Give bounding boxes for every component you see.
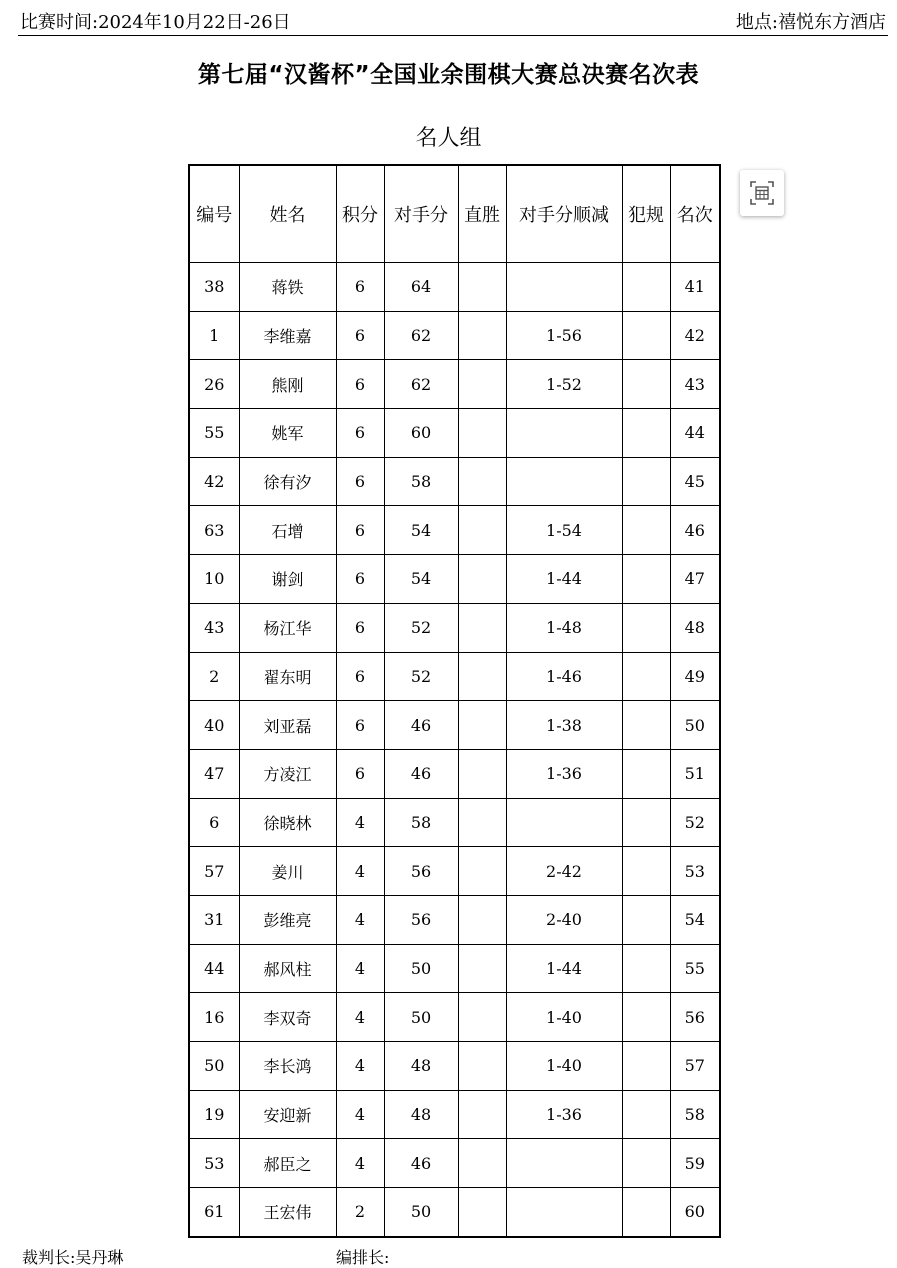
- cell-direct-win: [458, 701, 506, 750]
- cell-direct-win: [458, 603, 506, 652]
- cell-opponent-reduce: 1-38: [506, 701, 622, 750]
- cell-direct-win: [458, 1042, 506, 1091]
- cell-rank: 41: [670, 263, 720, 312]
- cell-score: 6: [336, 263, 384, 312]
- cell-foul: [622, 555, 670, 604]
- cell-score: 6: [336, 457, 384, 506]
- cell-score: 6: [336, 311, 384, 360]
- table-row: [189, 944, 720, 993]
- cell-opponent-reduce: [506, 1139, 622, 1188]
- cell-foul: [622, 263, 670, 312]
- cell-foul: [622, 701, 670, 750]
- cell-opponent-score: 56: [384, 895, 458, 944]
- cell-foul: [622, 603, 670, 652]
- cell-opponent-reduce: [506, 798, 622, 847]
- cell-opponent-reduce: 1-36: [506, 749, 622, 798]
- cell-name: 熊刚: [239, 360, 336, 409]
- table-row: [189, 1139, 720, 1188]
- cell-opponent-reduce: [506, 1188, 622, 1237]
- cell-name: 徐晓林: [239, 798, 336, 847]
- cell-opponent-score: 52: [384, 603, 458, 652]
- cell-score: 2: [336, 1188, 384, 1237]
- cell-name: 方凌江: [239, 749, 336, 798]
- cell-opponent-reduce: 2-42: [506, 847, 622, 896]
- cell-score: 6: [336, 603, 384, 652]
- cell-opponent-score: 46: [384, 749, 458, 798]
- cell-id: 1: [189, 311, 239, 360]
- scheduler: 编排长:: [336, 1248, 390, 1267]
- cell-opponent-score: 52: [384, 652, 458, 701]
- cell-opponent-score: 64: [384, 263, 458, 312]
- cell-rank: 50: [670, 701, 720, 750]
- cell-opponent-reduce: [506, 409, 622, 458]
- table-row: [189, 847, 720, 896]
- cell-opponent-score: 56: [384, 847, 458, 896]
- cell-opponent-reduce: [506, 263, 622, 312]
- cell-opponent-reduce: [506, 457, 622, 506]
- cell-opponent-reduce: 1-44: [506, 555, 622, 604]
- cell-id: 47: [189, 749, 239, 798]
- cell-rank: 52: [670, 798, 720, 847]
- cell-score: 4: [336, 993, 384, 1042]
- cell-id: 2: [189, 652, 239, 701]
- cell-foul: [622, 944, 670, 993]
- cell-id: 44: [189, 944, 239, 993]
- cell-opponent-reduce: 1-40: [506, 1042, 622, 1091]
- cell-opponent-score: 54: [384, 506, 458, 555]
- cell-foul: [622, 1090, 670, 1139]
- cell-direct-win: [458, 311, 506, 360]
- cell-name: 郝臣之: [239, 1139, 336, 1188]
- table-row: [189, 749, 720, 798]
- cell-opponent-score: 62: [384, 360, 458, 409]
- cell-opponent-score: 58: [384, 798, 458, 847]
- ranking-table: [188, 164, 721, 1238]
- cell-name: 姚军: [239, 409, 336, 458]
- table-row: [189, 1188, 720, 1237]
- cell-rank: 51: [670, 749, 720, 798]
- column-header-opponent-reduce: 对手分顺减: [506, 165, 622, 263]
- cell-opponent-score: 46: [384, 1139, 458, 1188]
- cell-id: 26: [189, 360, 239, 409]
- cell-rank: 46: [670, 506, 720, 555]
- cell-name: 杨江华: [239, 603, 336, 652]
- cell-foul: [622, 457, 670, 506]
- table-row: [189, 506, 720, 555]
- cell-id: 55: [189, 409, 239, 458]
- cell-score: 4: [336, 895, 384, 944]
- cell-direct-win: [458, 263, 506, 312]
- cell-opponent-score: 50: [384, 944, 458, 993]
- cell-rank: 54: [670, 895, 720, 944]
- cell-score: 6: [336, 506, 384, 555]
- cell-foul: [622, 409, 670, 458]
- cell-foul: [622, 506, 670, 555]
- cell-direct-win: [458, 457, 506, 506]
- column-header-foul: 犯规: [622, 165, 670, 263]
- cell-name: 李长鸿: [239, 1042, 336, 1091]
- table-row: [189, 603, 720, 652]
- cell-id: 16: [189, 993, 239, 1042]
- cell-name: 蒋铁: [239, 263, 336, 312]
- table-row: [189, 1042, 720, 1091]
- table-row: [189, 409, 720, 458]
- cell-rank: 53: [670, 847, 720, 896]
- cell-foul: [622, 749, 670, 798]
- cell-rank: 47: [670, 555, 720, 604]
- table-row: [189, 311, 720, 360]
- cell-foul: [622, 311, 670, 360]
- cell-direct-win: [458, 749, 506, 798]
- cell-score: 6: [336, 701, 384, 750]
- cell-id: 38: [189, 263, 239, 312]
- cell-direct-win: [458, 1139, 506, 1188]
- cell-opponent-score: 60: [384, 409, 458, 458]
- cell-id: 42: [189, 457, 239, 506]
- competition-date: 比赛时间:2024年10月22日-26日: [20, 12, 291, 33]
- cell-direct-win: [458, 944, 506, 993]
- cell-name: 李双奇: [239, 993, 336, 1042]
- cell-direct-win: [458, 993, 506, 1042]
- cell-opponent-reduce: 1-52: [506, 360, 622, 409]
- cell-direct-win: [458, 1188, 506, 1237]
- cell-rank: 48: [670, 603, 720, 652]
- cell-foul: [622, 993, 670, 1042]
- cell-score: 6: [336, 409, 384, 458]
- table-calculator-icon: [748, 179, 776, 207]
- cell-opponent-score: 50: [384, 1188, 458, 1237]
- cell-opponent-score: 46: [384, 701, 458, 750]
- cell-name: 姜川: [239, 847, 336, 896]
- cell-opponent-reduce: 1-56: [506, 311, 622, 360]
- cell-direct-win: [458, 895, 506, 944]
- cell-score: 4: [336, 1090, 384, 1139]
- cell-name: 谢剑: [239, 555, 336, 604]
- cell-opponent-reduce: 1-46: [506, 652, 622, 701]
- cell-rank: 45: [670, 457, 720, 506]
- cell-score: 4: [336, 1042, 384, 1091]
- cell-id: 61: [189, 1188, 239, 1237]
- cell-direct-win: [458, 360, 506, 409]
- chief-referee: 裁判长:吴丹琳: [22, 1248, 124, 1267]
- cell-rank: 57: [670, 1042, 720, 1091]
- cell-name: 安迎新: [239, 1090, 336, 1139]
- cell-id: 43: [189, 603, 239, 652]
- cell-opponent-reduce: 1-44: [506, 944, 622, 993]
- cell-score: 6: [336, 749, 384, 798]
- cell-id: 57: [189, 847, 239, 896]
- cell-opponent-score: 48: [384, 1090, 458, 1139]
- cell-rank: 42: [670, 311, 720, 360]
- cell-opponent-reduce: 2-40: [506, 895, 622, 944]
- cell-score: 4: [336, 1139, 384, 1188]
- cell-direct-win: [458, 506, 506, 555]
- column-header-rank: 名次: [670, 165, 720, 263]
- cell-rank: 43: [670, 360, 720, 409]
- cell-opponent-reduce: 1-54: [506, 506, 622, 555]
- table-row: [189, 993, 720, 1042]
- table-tool-button[interactable]: [740, 170, 784, 216]
- cell-name: 刘亚磊: [239, 701, 336, 750]
- table-row: [189, 360, 720, 409]
- cell-rank: 49: [670, 652, 720, 701]
- table-header-row: [189, 165, 720, 263]
- cell-score: 6: [336, 652, 384, 701]
- cell-score: 6: [336, 360, 384, 409]
- cell-score: 6: [336, 555, 384, 604]
- column-header-direct-win: 直胜: [458, 165, 506, 263]
- cell-id: 50: [189, 1042, 239, 1091]
- cell-opponent-reduce: 1-48: [506, 603, 622, 652]
- cell-opponent-score: 50: [384, 993, 458, 1042]
- table-row: [189, 701, 720, 750]
- table-row: [189, 263, 720, 312]
- cell-opponent-score: 58: [384, 457, 458, 506]
- cell-direct-win: [458, 555, 506, 604]
- cell-id: 10: [189, 555, 239, 604]
- cell-rank: 55: [670, 944, 720, 993]
- cell-rank: 44: [670, 409, 720, 458]
- cell-name: 翟东明: [239, 652, 336, 701]
- cell-id: 40: [189, 701, 239, 750]
- cell-rank: 60: [670, 1188, 720, 1237]
- column-header-opponent-score: 对手分: [384, 165, 458, 263]
- table-row: [189, 1090, 720, 1139]
- table-row: [189, 555, 720, 604]
- cell-opponent-score: 54: [384, 555, 458, 604]
- cell-id: 31: [189, 895, 239, 944]
- cell-opponent-reduce: 1-36: [506, 1090, 622, 1139]
- cell-direct-win: [458, 1090, 506, 1139]
- table-row: [189, 798, 720, 847]
- cell-id: 19: [189, 1090, 239, 1139]
- competition-venue: 地点:禧悦东方酒店: [735, 12, 886, 33]
- cell-foul: [622, 652, 670, 701]
- cell-direct-win: [458, 409, 506, 458]
- cell-foul: [622, 360, 670, 409]
- cell-name: 李维嘉: [239, 311, 336, 360]
- cell-opponent-reduce: 1-40: [506, 993, 622, 1042]
- cell-rank: 59: [670, 1139, 720, 1188]
- table-row: [189, 457, 720, 506]
- cell-name: 徐有汐: [239, 457, 336, 506]
- page-title: 第七届“汉酱杯”全国业余围棋大赛总决赛名次表: [197, 62, 700, 88]
- cell-id: 6: [189, 798, 239, 847]
- document-header: [18, 0, 888, 36]
- column-header-id: 编号: [189, 165, 239, 263]
- cell-foul: [622, 1188, 670, 1237]
- cell-foul: [622, 1139, 670, 1188]
- cell-name: 郝风柱: [239, 944, 336, 993]
- cell-opponent-score: 48: [384, 1042, 458, 1091]
- cell-direct-win: [458, 798, 506, 847]
- cell-name: 石增: [239, 506, 336, 555]
- table-row: [189, 895, 720, 944]
- cell-direct-win: [458, 847, 506, 896]
- group-title: 名人组: [415, 126, 482, 151]
- cell-score: 4: [336, 944, 384, 993]
- cell-score: 4: [336, 798, 384, 847]
- cell-foul: [622, 895, 670, 944]
- table-row: [189, 652, 720, 701]
- cell-name: 王宏伟: [239, 1188, 336, 1237]
- column-header-name: 姓名: [239, 165, 336, 263]
- cell-id: 63: [189, 506, 239, 555]
- cell-rank: 56: [670, 993, 720, 1042]
- cell-id: 53: [189, 1139, 239, 1188]
- cell-foul: [622, 798, 670, 847]
- cell-foul: [622, 1042, 670, 1091]
- column-header-score: 积分: [336, 165, 384, 263]
- cell-opponent-score: 62: [384, 311, 458, 360]
- cell-score: 4: [336, 847, 384, 896]
- cell-name: 彭维亮: [239, 895, 336, 944]
- cell-direct-win: [458, 652, 506, 701]
- cell-rank: 58: [670, 1090, 720, 1139]
- cell-foul: [622, 847, 670, 896]
